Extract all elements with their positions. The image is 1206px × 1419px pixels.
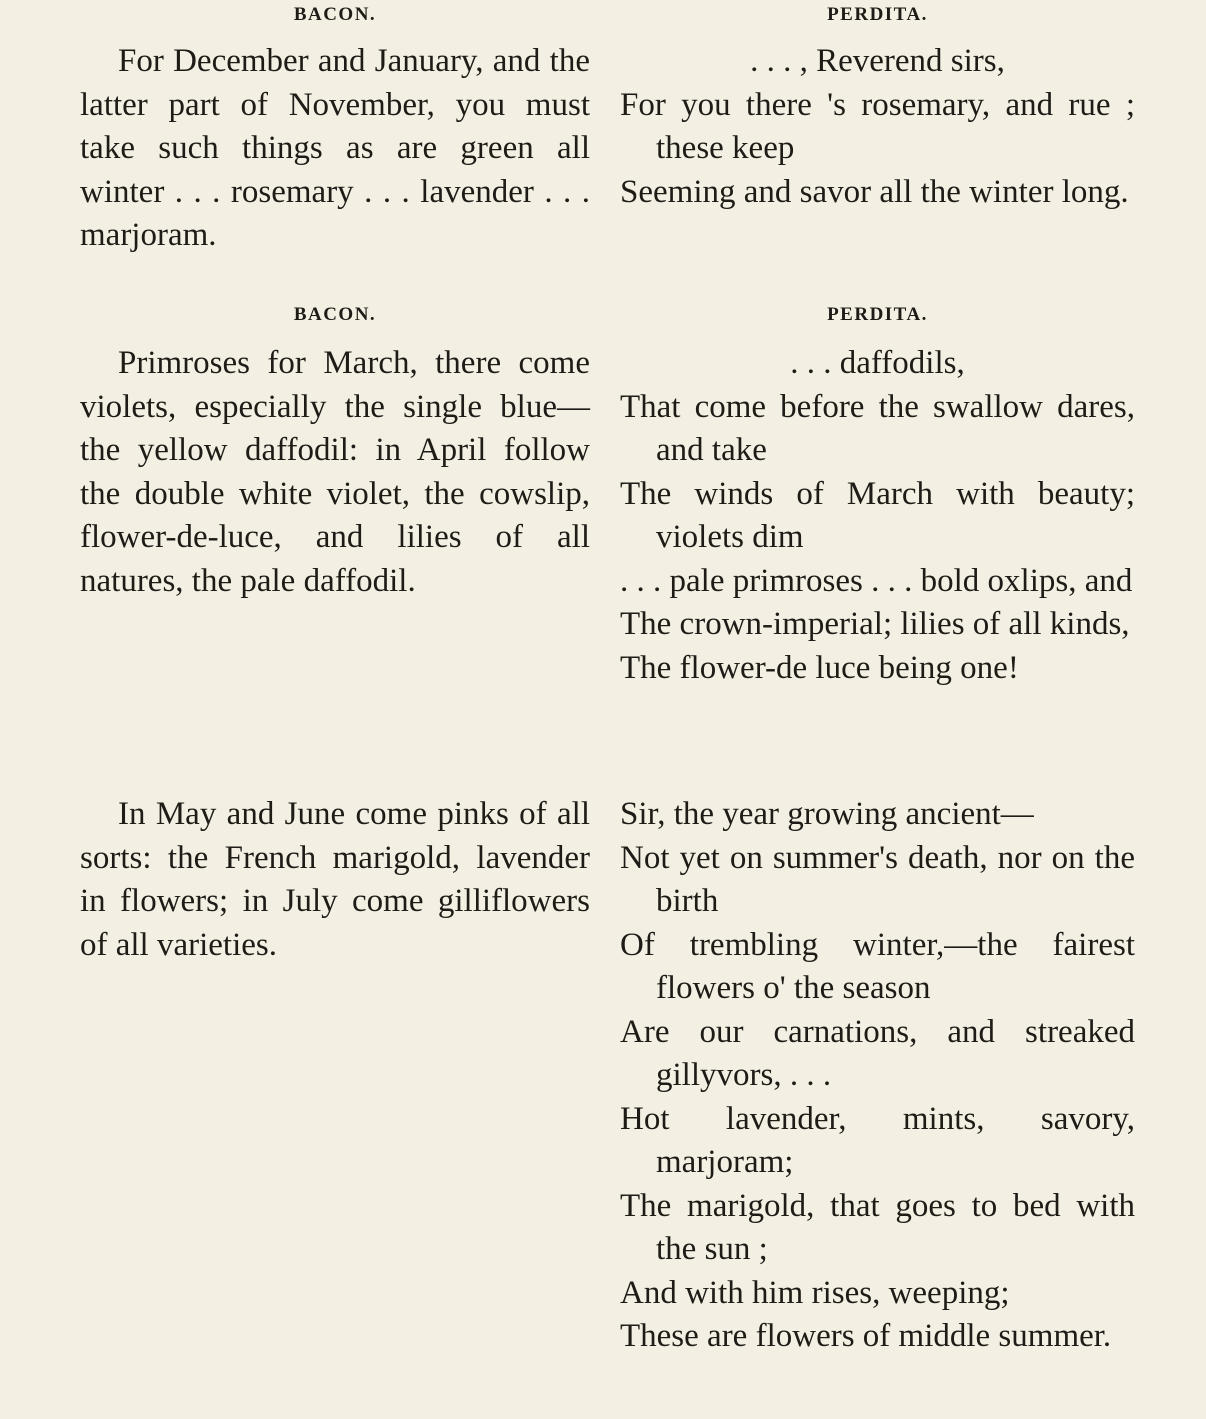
verse-line: . . . pale primroses . . . bold oxlips, and [620, 562, 1133, 599]
verse-line: Of trembling winter,—the fairest flowers o' the season [620, 926, 1135, 1006]
bacon-passage-spring: Primroses for March, there come violets, especially the single blue—the yellow daffodil: in April follow the double white violet, the cowslip, flower-de-luce, and lilies of all natures, the pale daffodil. [80, 345, 590, 599]
verse-line: For you there 's rosemary, and rue ; these keep [620, 86, 1135, 166]
section-heading: BACON. [293, 304, 377, 325]
verse-line: The marigold, that goes to bed with the sun ; [620, 1187, 1135, 1267]
section-heading: PERDITA. [827, 4, 928, 25]
verse-line: And with him rises, weeping; [620, 1274, 1010, 1311]
verse-line: That come before the swallow dares, and take [620, 388, 1135, 468]
verse-line: Not yet on summer's death, nor on the birth [620, 839, 1135, 919]
bacon-passage-winter: For December and January, and the latter part of November, you must take such things as are green all winter . . . rosemary . . . lavender . . . marjoram. [80, 43, 590, 253]
verse-line: The winds of March with beauty; violets dim [620, 475, 1135, 555]
verse-line: The crown-imperial; lilies of all kinds, [620, 606, 1130, 642]
perdita-verse-summer [620, 793, 1135, 1359]
perdita-verse-spring [620, 342, 1135, 690]
verse-line: Hot lavender, mints, savory, marjoram; [620, 1100, 1135, 1180]
verse-line: The flower-de luce being one! [620, 649, 1019, 686]
verse-line: These are flowers of middle summer. [620, 1318, 1112, 1354]
verse-line: Seeming and savor all the winter long. [620, 173, 1129, 210]
perdita-verse-winter [620, 40, 1135, 214]
verse-line: Are our carnations, and streaked gillyvors, . . . [620, 1013, 1135, 1093]
verse-line: . . . , Reverend sirs, [750, 43, 1005, 79]
verse-line: . . . daffodils, [790, 345, 965, 381]
bacon-passage-summer: In May and June come pinks of all sorts: the French marigold, lavender in flowers; in July come gilliflowers of all varieties. [80, 796, 590, 963]
section-heading: PERDITA. [827, 304, 928, 325]
section-heading: BACON. [293, 4, 377, 25]
verse-line: Sir, the year growing ancient— [620, 796, 1034, 832]
